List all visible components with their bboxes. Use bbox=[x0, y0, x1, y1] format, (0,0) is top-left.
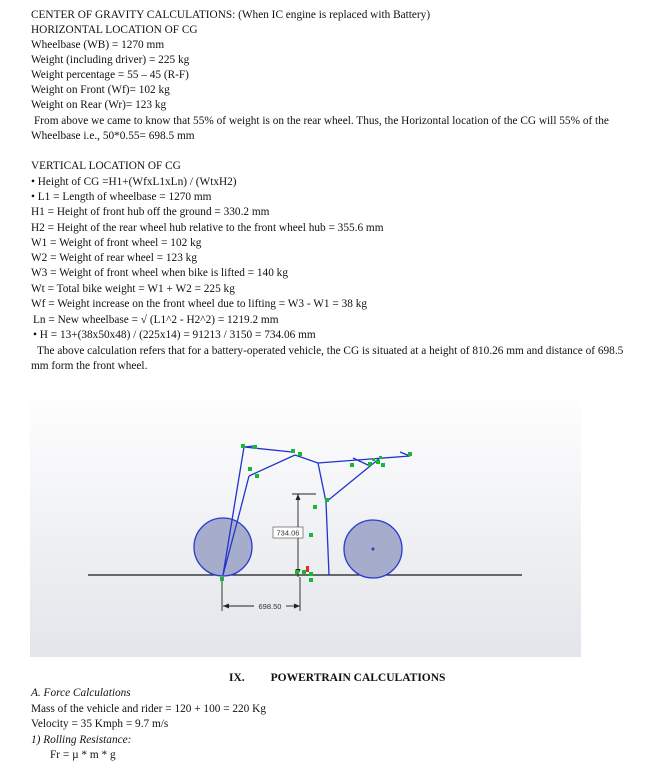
wheelbase-line: Wheelbase (WB) = 1270 mm bbox=[31, 39, 165, 51]
section-title: POWERTRAIN CALCULATIONS bbox=[270, 672, 446, 684]
cg-figure bbox=[30, 386, 581, 657]
horizontal-paragraph: From above we came to know that 55% of weight is on the rear wheel. Thus, the Horizontal location of the CG will 55% of the Wheelbase i.e., 50*0.55= 698.5 mm bbox=[31, 115, 609, 142]
cg-title: CENTER OF GRAVITY CALCULATIONS: (When IC engine is replaced with Battery) bbox=[31, 9, 431, 21]
w3-line: W3 = Weight of front wheel when bike is lifted = 140 kg bbox=[31, 267, 288, 279]
l1-line: • L1 = Length of wheelbase = 1270 mm bbox=[31, 191, 212, 203]
mass-line: Mass of the vehicle and rider = 120 + 100 = 220 Kg bbox=[31, 703, 266, 715]
rolling-heading: 1) Rolling Resistance: bbox=[31, 734, 132, 746]
height-dimension-label: 734.06 bbox=[276, 528, 300, 538]
weight-front-line: Weight on Front (Wf)= 102 kg bbox=[31, 84, 170, 96]
vertical-heading: VERTICAL LOCATION OF CG bbox=[31, 160, 181, 172]
conclusion-paragraph: The above calculation refers that for a battery-operated vehicle, the CG is situated at a height of 810.26 mm and distance of 698.5 mm form the front wheel. bbox=[31, 345, 624, 372]
distance-dimension-label: 698.50 bbox=[258, 602, 282, 611]
h2-line: H2 = Height of the rear wheel hub relative to the front wheel hub = 355.6 mm bbox=[31, 222, 384, 234]
ln-line: Ln = New wheelbase = √ (L1^2 - H2^2) = 1219.2 mm bbox=[33, 314, 279, 326]
weight-line: Weight (including driver) = 225 kg bbox=[31, 54, 190, 66]
h-line: • H = 13+(38x50x48) / (225x14) = 91213 / 3150 = 734.06 mm bbox=[33, 329, 316, 341]
rear-hub bbox=[372, 548, 375, 551]
velocity-line: Velocity = 35 Kmph = 9.7 m/s bbox=[31, 718, 169, 730]
wt-line: Wt = Total bike weight = W1 + W2 = 225 kg bbox=[31, 283, 235, 295]
h1-line: H1 = Height of front hub off the ground = 330.2 mm bbox=[31, 206, 270, 218]
wf-line: Wf = Weight increase on the front wheel due to lifting = W3 - W1 = 38 kg bbox=[31, 298, 368, 310]
figure-background bbox=[30, 386, 581, 657]
weight-rear-line: Weight on Rear (Wr)= 123 kg bbox=[31, 99, 167, 111]
force-heading: A. Force Calculations bbox=[31, 687, 131, 699]
w2-line: W2 = Weight of rear wheel = 123 kg bbox=[31, 252, 197, 264]
w1-line: W1 = Weight of front wheel = 102 kg bbox=[31, 237, 202, 249]
cg-formula: • Height of CG =H1+(WfxL1xLn) / (WtxH2) bbox=[31, 176, 237, 188]
weight-percentage-line: Weight percentage = 55 – 45 (R-F) bbox=[31, 69, 189, 81]
section-heading bbox=[229, 672, 445, 684]
front-wheel bbox=[194, 518, 252, 576]
section-number: IX. bbox=[229, 672, 245, 684]
horizontal-heading: HORIZONTAL LOCATION OF CG bbox=[31, 24, 198, 36]
rolling-formula: Fr = µ * m * g bbox=[50, 749, 116, 761]
cg-marker bbox=[306, 566, 309, 572]
